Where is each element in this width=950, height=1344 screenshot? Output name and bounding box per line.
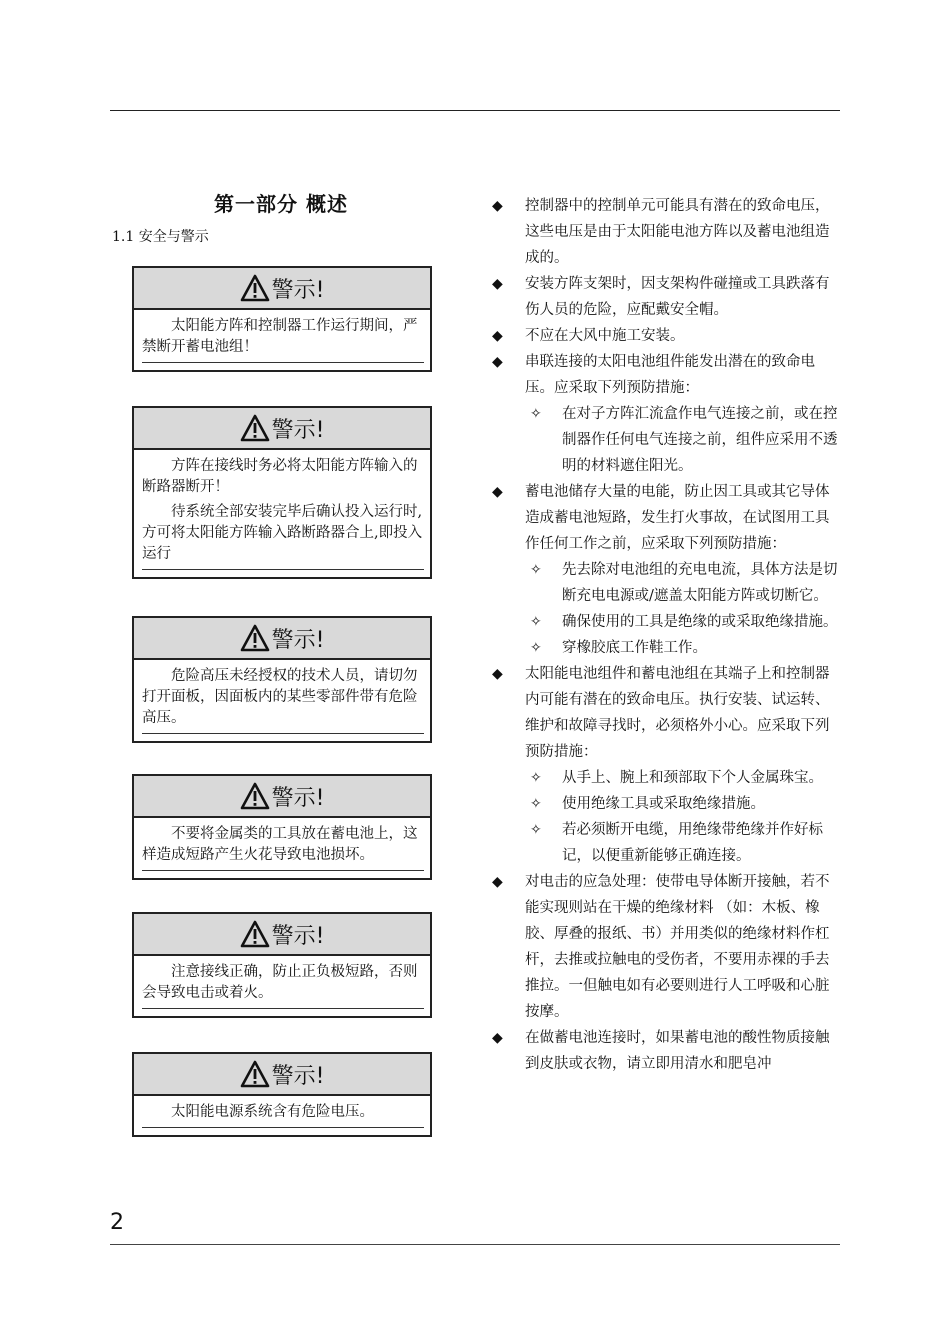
warning-underline	[142, 870, 424, 871]
sub-bullet-item	[490, 791, 840, 817]
bullet-text: 控制器中的控制单元可能具有潜在的致命电压，这些电压是由于太阳能电池方阵以及蓄电池组造成的。	[525, 198, 830, 266]
warning-text: 方阵在接线时务必将太阳能方阵输入的断路器断开！	[142, 458, 418, 495]
warning-underline	[142, 1008, 424, 1009]
diamond-bullet-icon: ◆	[492, 354, 503, 370]
bullet-text: 对电击的应急处理：使带电导体断开接触，若不能实现则站在干燥的绝缘材料 （如：木板、橡胶、厚叠的报纸、书）并用类似的绝缘材料作杠杆，去推或拉触电的受伤者，不要用赤裸的手去推拉。一但触电如有必要则进行人工呼吸和心脏按摩。	[525, 874, 830, 1020]
bullet-text: 不应在大风中施工安装。	[525, 328, 685, 344]
warning-triangle-icon	[240, 920, 270, 948]
sub-bullet-text: 使用绝缘工具或采取绝缘措施。	[562, 796, 765, 812]
sub-bullet-text: 确保使用的工具是绝缘的或采取绝缘措施。	[562, 614, 838, 630]
warning-underline	[142, 1127, 424, 1128]
star-bullet-icon: ✧	[530, 640, 542, 656]
bullet-item	[490, 323, 840, 349]
warning-triangle-icon	[240, 782, 270, 810]
warning-body	[134, 310, 430, 363]
warning-box	[132, 1052, 432, 1137]
safety-bullet-list	[490, 193, 840, 1077]
footer-rule	[110, 1244, 840, 1245]
warning-body	[134, 660, 430, 734]
diamond-bullet-icon: ◆	[492, 276, 503, 292]
warning-text: 危险高压未经授权的技术人员，请切勿打开面板，因面板内的某些零部件带有危险高压。	[142, 668, 418, 726]
warning-label: 警示!	[271, 277, 325, 303]
star-bullet-icon: ✧	[530, 562, 542, 578]
warning-body	[134, 1096, 430, 1128]
warning-body	[134, 450, 430, 570]
warning-box	[132, 266, 432, 372]
warning-underline	[142, 569, 424, 570]
warning-box	[132, 912, 432, 1018]
warning-triangle-icon	[240, 414, 270, 442]
warning-header	[134, 268, 430, 310]
sub-bullet-item	[490, 557, 840, 609]
page-number: 2	[110, 1210, 124, 1235]
sub-bullet-text: 先去除对电池组的充电电流，具体方法是切断充电电源或/遮盖太阳能方阵或切断它。	[562, 562, 838, 604]
warning-label: 警示!	[271, 785, 325, 811]
warning-text: 不要将金属类的工具放在蓄电池上，这样造成短路产生火花导致电池损坏。	[142, 826, 418, 863]
warning-underline	[142, 362, 424, 363]
warning-header	[134, 618, 430, 660]
bullet-item	[490, 193, 840, 271]
bullet-item	[490, 349, 840, 401]
sub-bullet-text: 穿橡胶底工作鞋工作。	[562, 640, 707, 656]
diamond-bullet-icon: ◆	[492, 666, 503, 682]
bullet-item	[490, 1025, 840, 1077]
diamond-bullet-icon: ◆	[492, 484, 503, 500]
warning-label: 警示!	[271, 417, 325, 443]
warning-body	[134, 956, 430, 1009]
star-bullet-icon: ✧	[530, 406, 542, 422]
warning-text: 太阳能电源系统含有危险电压。	[171, 1104, 374, 1120]
sub-bullet-text: 在对子方阵汇流盒作电气连接之前，或在控制器作任何电气连接之前，组件应采用不透明的材料遮住阳光。	[562, 406, 838, 474]
star-bullet-icon: ✧	[530, 614, 542, 630]
warning-header	[134, 914, 430, 956]
bullet-item	[490, 479, 840, 557]
warning-box	[132, 616, 432, 743]
sub-bullet-text: 从手上、腕上和颈部取下个人金属珠宝。	[562, 770, 823, 786]
sub-bullet-item	[490, 401, 840, 479]
star-bullet-icon: ✧	[530, 770, 542, 786]
bullet-item	[490, 869, 840, 1025]
warning-text: 注意接线正确，防止正负极短路，否则会导致电击或着火。	[142, 964, 418, 1001]
warning-label: 警示!	[271, 923, 325, 949]
sub-bullet-item	[490, 817, 840, 869]
warning-header	[134, 776, 430, 818]
bullet-text: 太阳能电池组件和蓄电池组在其端子上和控制器内可能有潜在的致命电压。执行安装、试运转、维护和故障寻找时，必须格外小心。应采取下列预防措施：	[525, 666, 830, 760]
diamond-bullet-icon: ◆	[492, 328, 503, 344]
warning-box	[132, 774, 432, 880]
bullet-text: 安装方阵支架时，因支架构件碰撞或工具跌落有伤人员的危险，应配戴安全帽。	[525, 276, 830, 318]
bullet-text: 在做蓄电池连接时，如果蓄电池的酸性物质接触到皮肤或衣物，请立即用清水和肥皂冲	[525, 1030, 830, 1072]
bullet-item	[490, 661, 840, 765]
diamond-bullet-icon: ◆	[492, 1030, 503, 1046]
section-title: 1.1 安全与警示	[112, 229, 209, 245]
warning-header	[134, 408, 430, 450]
warning-label: 警示!	[271, 627, 325, 653]
star-bullet-icon: ✧	[530, 822, 542, 838]
warning-box	[132, 406, 432, 579]
star-bullet-icon: ✧	[530, 796, 542, 812]
diamond-bullet-icon: ◆	[492, 198, 503, 214]
bullet-item	[490, 271, 840, 323]
warning-text: 太阳能方阵和控制器工作运行期间，严禁断开蓄电池组！	[142, 318, 418, 355]
sub-bullet-item	[490, 609, 840, 635]
warning-triangle-icon	[240, 274, 270, 302]
sub-bullet-item	[490, 635, 840, 661]
warning-underline	[142, 733, 424, 734]
sub-bullet-item	[490, 765, 840, 791]
warning-triangle-icon	[240, 1060, 270, 1088]
warning-label: 警示!	[271, 1063, 325, 1089]
part-title: 第一部分 概述	[214, 192, 348, 216]
warning-header	[134, 1054, 430, 1096]
sub-bullet-text: 若必须断开电缆，用绝缘带绝缘并作好标记，以便重新能够正确连接。	[562, 822, 823, 864]
diamond-bullet-icon: ◆	[492, 874, 503, 890]
warning-body	[134, 818, 430, 871]
warning-triangle-icon	[240, 624, 270, 652]
header-rule	[110, 110, 840, 111]
warning-text: 待系统全部安装完毕后确认投入运行时,方可将太阳能方阵输入路断路器合上,即投入运行	[142, 504, 423, 562]
bullet-text: 蓄电池储存大量的电能，防止因工具或其它导体造成蓄电池短路，发生打火事故，在试图用工具作任何工作之前，应采取下列预防措施：	[525, 484, 830, 552]
bullet-text: 串联连接的太阳电池组件能发出潜在的致命电压。应采取下列预防措施：	[525, 354, 815, 396]
